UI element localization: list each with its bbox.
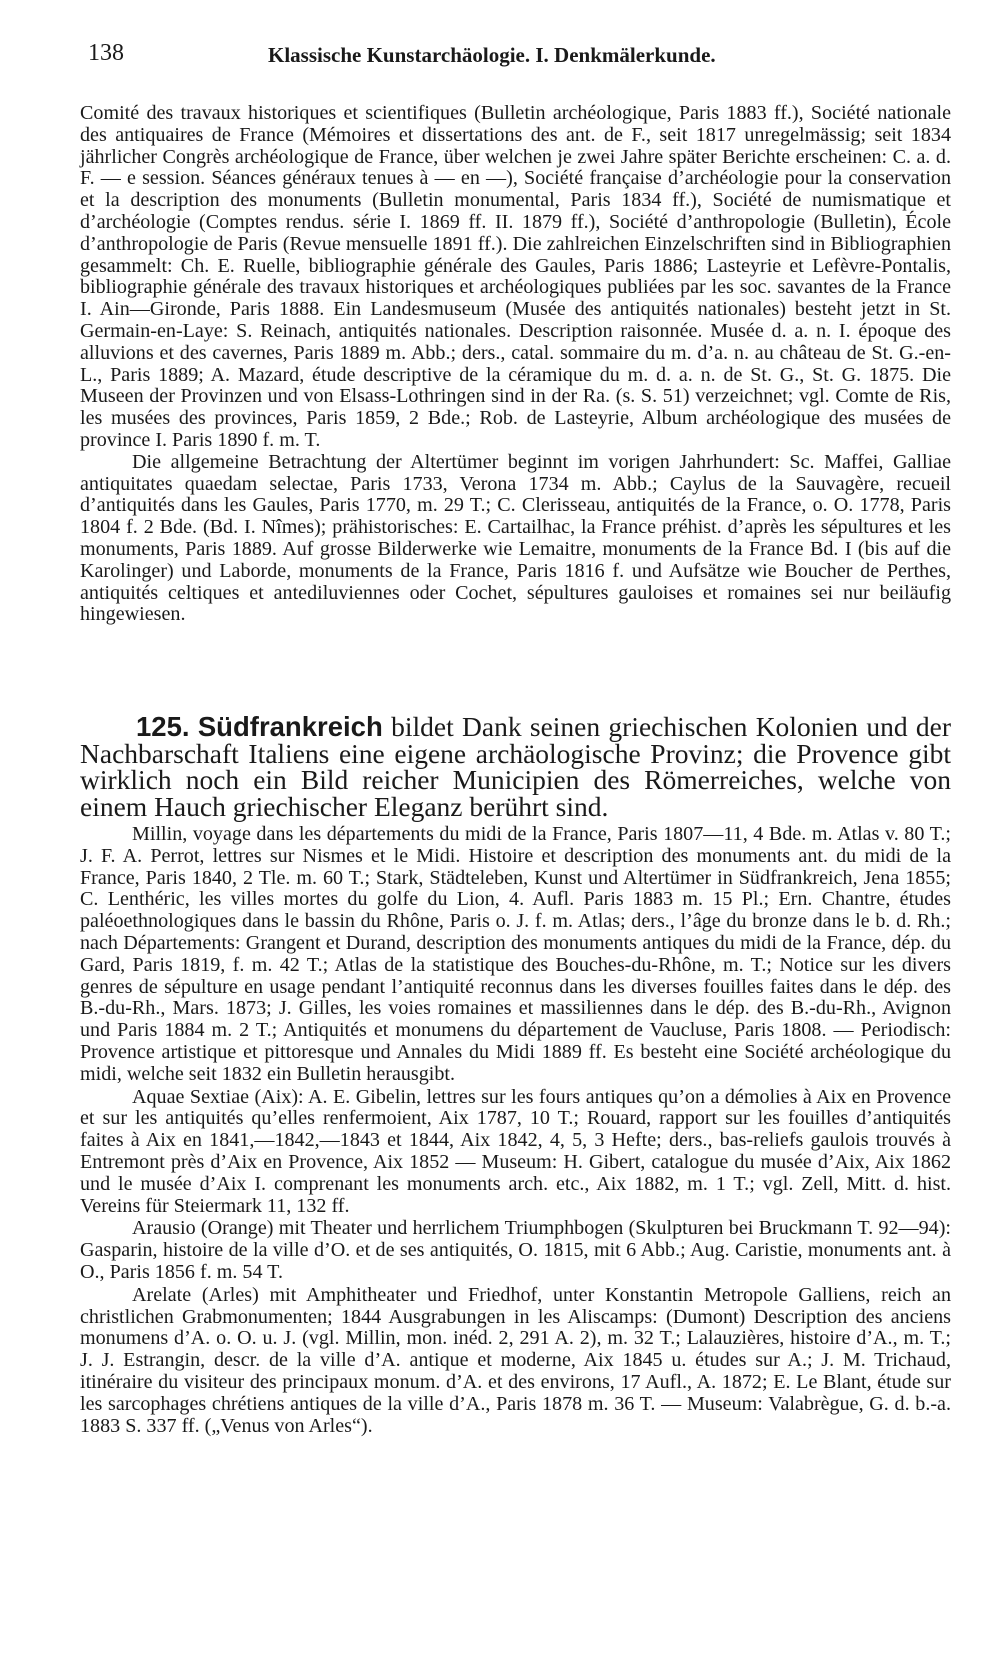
page-number: 138 [88, 40, 124, 66]
section-125 [80, 711, 952, 822]
details-paragraph-arles: Arelate (Arles) mit Amphitheater und Friedhof, unter Konstantin Metropole Galliens, reich an christlichen Grabmonumenten; 1844 Ausgrabungen in les Aliscamps: (Dumont) Description des anciens monumens d’A. o. O. u. J. (vgl. Millin, mon. inéd. 2, 291 A. 2), m. 32 T.; Lalauzières, histoire d’A., m. T.; J. J. Estrangin, descr. de la ville d’A. antique et moderne, Aix 1845 u. études sur A.; J. M. Trichaud, itinéraire du visiteur des principaux monum. d’A. et des environs, 17 Aufl., A. 1872; E. Le Blant, étude sur les sarcophages chrétiens antiques de la ville d’A., Paris 1878 m. 36 T. — Museum: Valabrègue, G. d. b.-a. 1883 S. 337 ff. („Venus von Arles“). [80, 1283, 951, 1437]
section-text: bildet Dank seinen griechischen Kolonien und der Nachbarschaft Italiens eine eigene archäologische Provinz; die Provence gibt wirklich noch ein Bild reicher Municipien des Römerreiches, welche von einem Hauch griechischer Eleganz berührt sind. [80, 711, 952, 822]
intro-paragraph-1: Comité des travaux historiques et scientifiques (Bulletin archéologique, Paris 1883 ff.), Société nationale des antiquaires de France (Mémoires et dissertations des ant. de F., seit 1817 unregelmässig; seit 1834 jährlicher Congrès archéologique de France, über welchen je zwei Jahre später Berichte erscheinen: C. a. d. F. — e session. Séances généraux tenues à — en —), Société française d’archéologie pour la conservation et la description des monuments (Bulletin monumental, Paris 1834 ff.), Société de numismatique et d’archéologie (Comptes rendus. série I. 1869 ff. II. 1879 ff.), Société d’anthropologie (Bulletin), École d’anthropologie de Paris (Revue mensuelle 1891 ff.). Die zahlreichen Einzelschriften sind in Bibliographien gesammelt: Ch. E. Ruelle, bibliographie générale des Gaules, Paris 1886; Lasteyrie et Lefèvre-Pontalis, bibliographie générale des travaux historiques et archéologiques publiées par les soc. savantes de la France I. Ain—Gironde, Paris 1888. Ein Landesmuseum (Musée des antiquités nationales) besteht jetzt in St. Germain-en-Laye: S. Reinach, antiquités nationales. Description raisonnée. Musée d. a. n. I. époque des alluvions et des cavernes, Paris 1889 m. Abb.; ders., catal. sommaire du m. d’a. n. au château de St. G.-en-L., Paris 1889; A. Mazard, étude descriptive de la céramique du m. d. a. n. de St. G., St. G. 1875. Die Museen der Provinzen und von Elsass-Lothringen sind in der Ra. (s. S. 51) verzeichnet; vgl. Comte de Ris, les musées des provinces, Paris 1859, 2 Bde.; Rob. de Lasteyrie, Album archéologique des musées de province I. Paris 1890 f. m. T. [80, 102, 951, 451]
running-header [88, 40, 940, 70]
details-paragraph-1: Millin, voyage dans les départements du midi de la France, Paris 1807—11, 4 Bde. m. Atlas v. 80 T.; J. F. A. Perrot, lettres sur Nismes et le Midi. Histoire et description des monuments ant. du midi de la France, Paris 1840, 2 Tle. m. 60 T.; Stark, Städteleben, Kunst und Altertümer in Südfrankreich, Jena 1855; C. Lenthéric, les villes mortes du golfe du Lion, 4. Aufl. Paris 1883 m. 15 Pl.; Ern. Chantre, études paléoethnologiques dans le bassin du Rhône, Paris o. J. f. m. Atlas; ders., l’âge du bronze dans le b. d. Rh.; nach Départements: Grangent et Durand, description des monuments antiques du midi de la France, dép. du Gard, Paris 1819, f. m. 42 T.; Atlas de la statistique des Bouches-du-Rhône, m. T.; Notice sur les divers genres de sépulture en usage pendant l’antiquité reconnus dans les diverses fouilles faites dans le dép. des B.-du-Rh., Mars. 1873; J. Gilles, les voies romaines et massiliennes dans le dép. des B.-du-Rh., Avignon und Paris 1884 m. 2 T.; Antiquités et monumens du département de Vaucluse, Paris 1808. — Periodisch: Provence artistique et pittoresque und Annales du Midi 1889 ff. Es besteht eine Société archéologique du midi, welche seit 1832 ein Bulletin herausgibt. [80, 823, 951, 1085]
section-number: 125. [136, 711, 190, 742]
details-block [80, 824, 951, 1438]
running-title: Klassische Kunstarchäologie. I. Denkmälerkunde. [268, 43, 716, 67]
details-paragraph-aix: Aquae Sextiae (Aix): A. E. Gibelin, lettres sur les fours antiques qu’on a démolies à Aix en Provence et sur les antiquités qu’elles renfermoient, Aix 1787, 10 T.; Rouard, rapport sur les fouilles d’antiquités faites à Aix en 1841,—1842,—1843 et 1844, Aix 1842, 4, 5, 3 Hefte; ders., bas-reliefs gaulois trouvés à Entremont près d’Aix en Provence, Aix 1852 — Museum: H. Gibert, catalogue du musée d’Aix, Aix 1862 und le musée d’Aix I. comprenant les monuments arch. etc., Aix 1882, m. 1 T.; vgl. Zell, Mitt. d. hist. Vereins für Steiermark 11, 132 ff. [80, 1085, 951, 1217]
intro-paragraph-2: Die allgemeine Betrachtung der Altertümer beginnt im vorigen Jahrhundert: Sc. Maffei, Galliae antiquitates quaedam selectae, Paris 1733, Verona 1734 m. Abb.; Caylus de la Sauvagère, recueil d’antiquités dans les Gaules, Paris 1770, m. 29 T.; C. Clerisseau, antiquités de la France, o. O. 1778, Paris 1804 f. 2 Bde. (Bd. I. Nîmes); prähistorisches: E. Cartailhac, la France préhist. d’après les sépultures et les monuments, Paris 1889. Auf grosse Bilderwerke wie Lemaitre, monuments de la France Bd. I (bis auf die Karolinger) und Laborde, monuments de la France, Paris 1816 f. und Aufsätze wie Boucher de Perthes, antiquités celtiques et antediluviennes oder Cochet, sépultures gauloises et romaines sei nur beiläufig hingewiesen. [80, 450, 951, 626]
intro-block [80, 103, 951, 626]
section-title: Südfrankreich [197, 711, 383, 742]
details-paragraph-orange: Arausio (Orange) mit Theater und herrlichem Triumphbogen (Skulpturen bei Bruckmann T. 92—94): Gasparin, histoire de la ville d’O. et de ses antiquités, O. 1815, mit 6 Abb.; Aug. Caristie, monuments ant. à O., Paris 1856 f. m. 54 T. [80, 1217, 951, 1283]
